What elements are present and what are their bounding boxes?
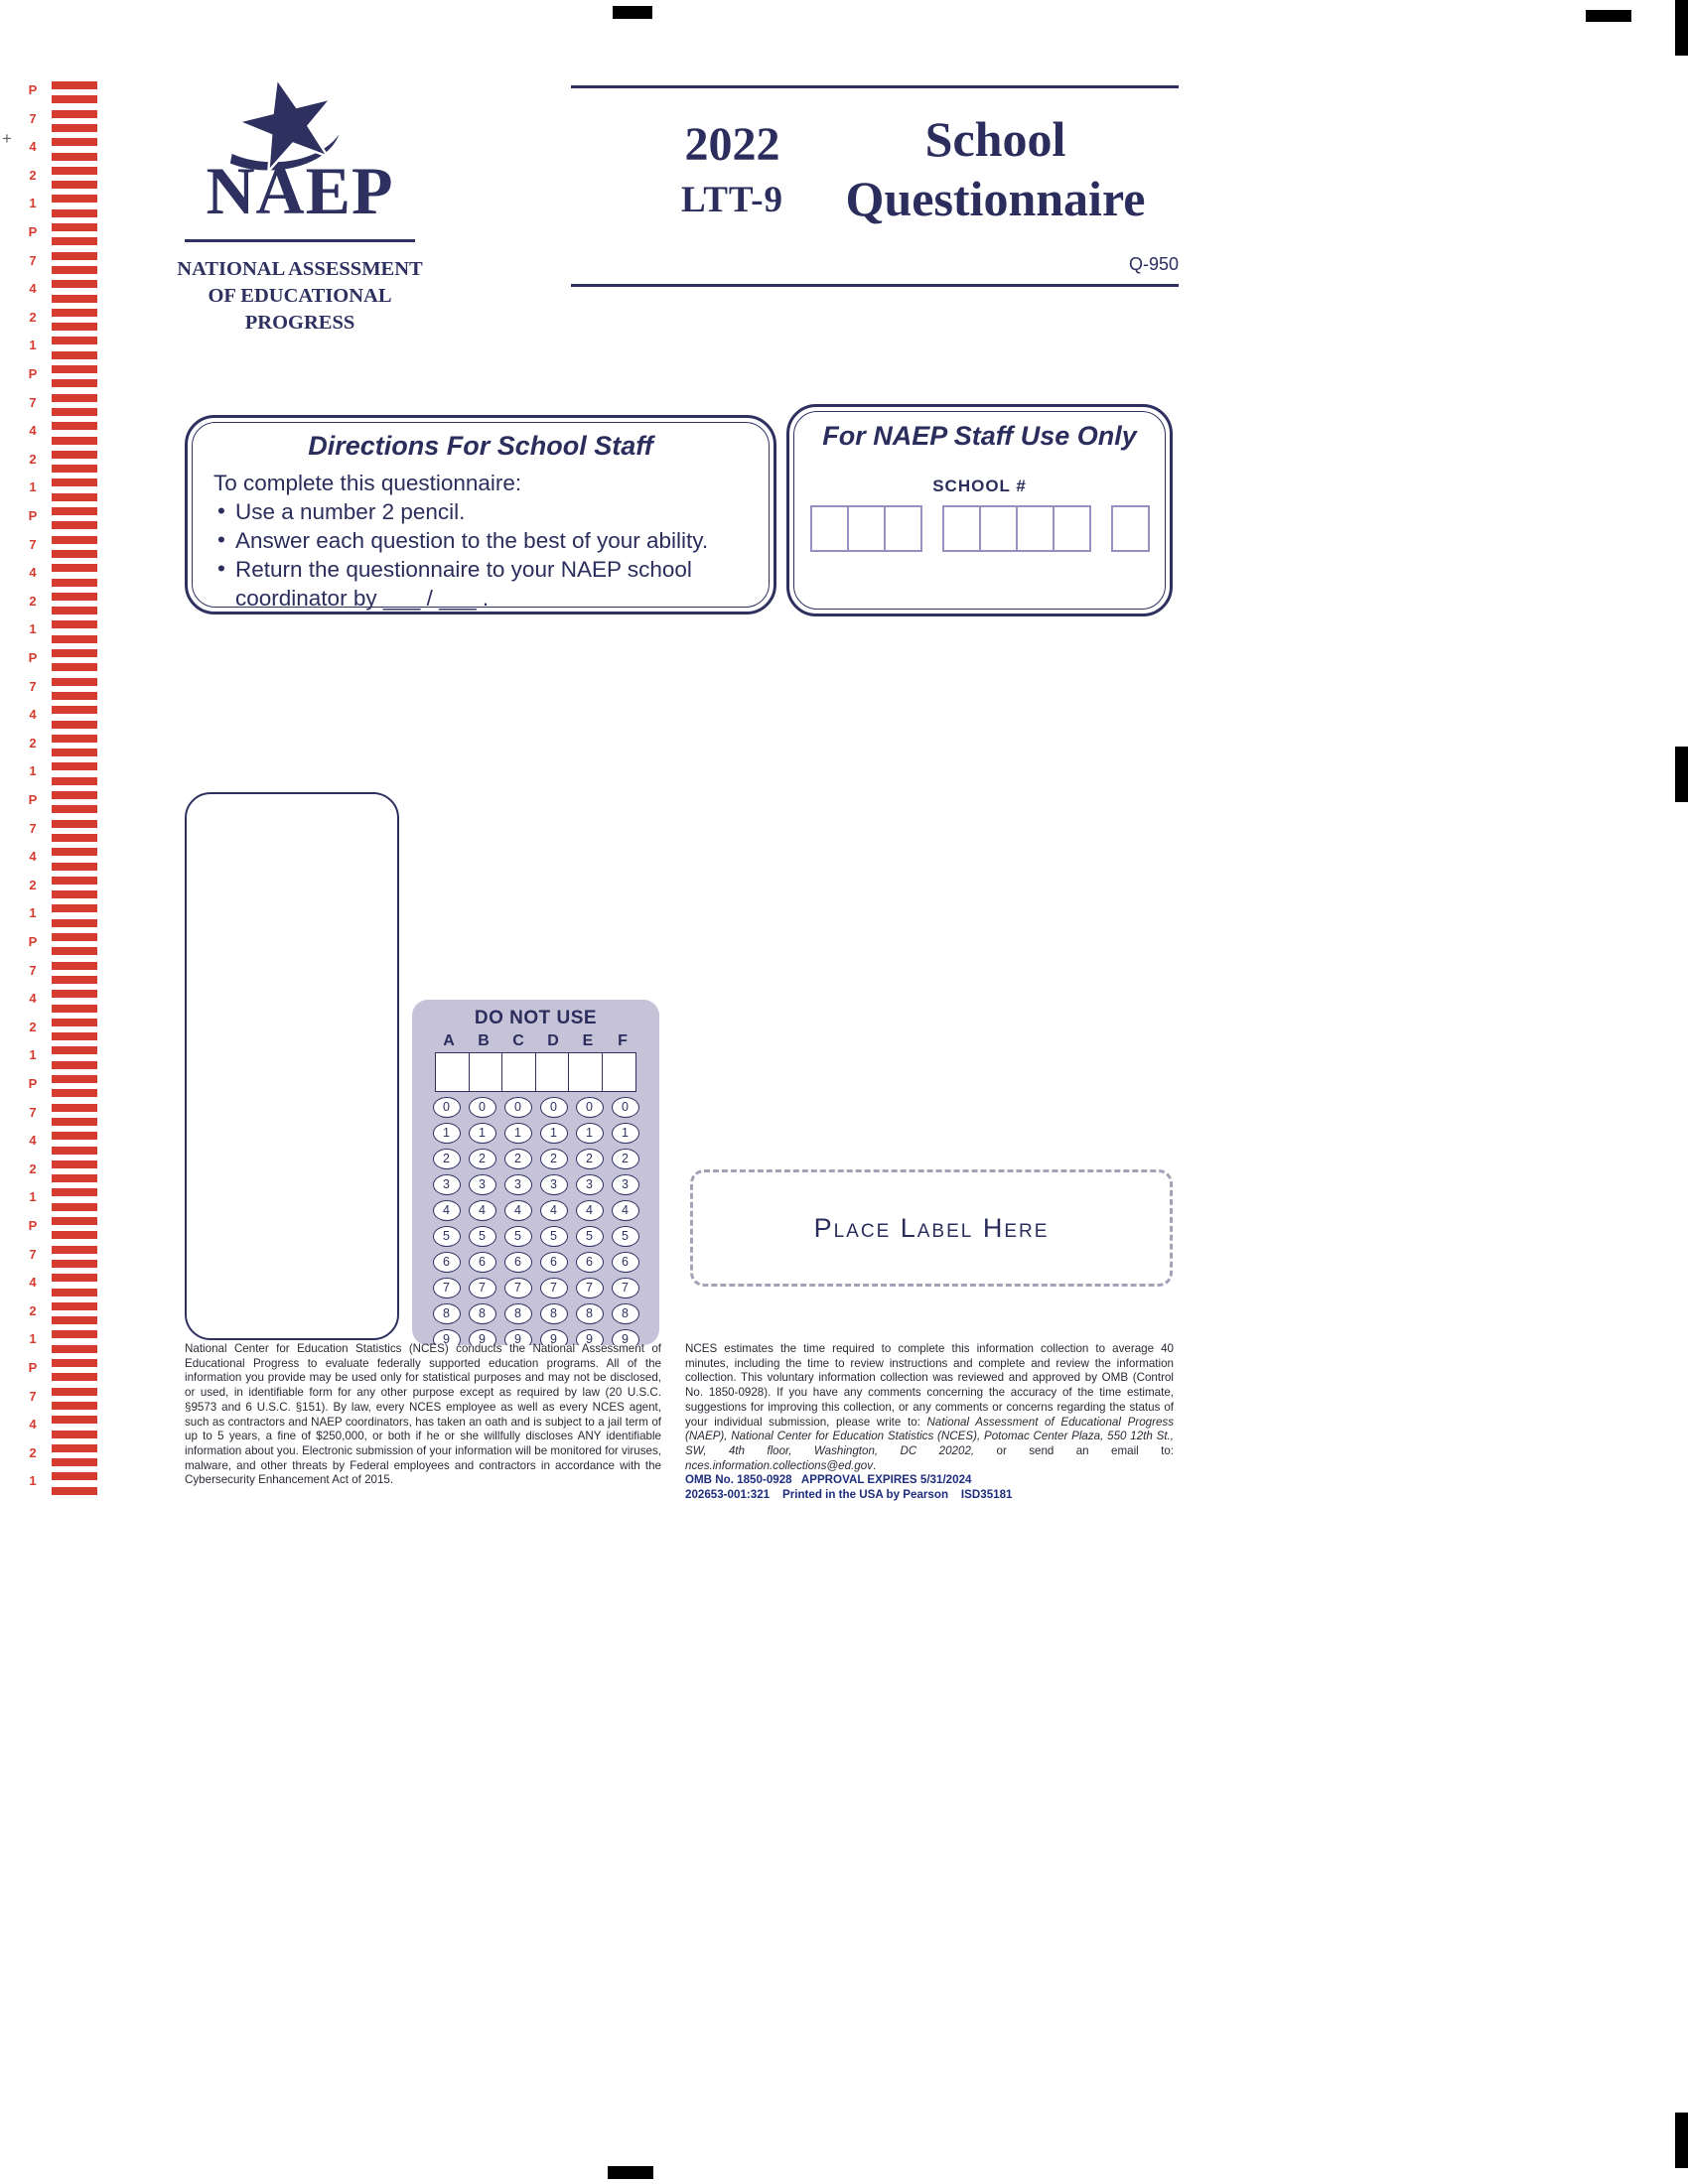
timing-dash: [52, 507, 97, 515]
timing-dash: [52, 1188, 97, 1196]
timing-letter: P: [28, 224, 38, 239]
directions-intro: To complete this questionnaire:: [213, 471, 522, 495]
directions-box: [185, 415, 776, 614]
timing-dash: [52, 124, 97, 132]
school-number-boxes: [789, 505, 1170, 552]
dnu-column-letter: F: [618, 1032, 628, 1049]
bubble-digit-3[interactable]: 3: [576, 1174, 604, 1195]
bubble-digit-5[interactable]: 5: [540, 1226, 568, 1247]
timing-letter: P: [28, 792, 38, 807]
dnu-bubble-row: [412, 1226, 659, 1247]
school-number-cell[interactable]: [1111, 505, 1150, 552]
timing-dash: [52, 1174, 97, 1182]
bubble-digit-2[interactable]: 2: [612, 1149, 639, 1169]
school-number-cell[interactable]: [942, 505, 981, 552]
dnu-bubble-row: [412, 1303, 659, 1324]
school-number-cell[interactable]: [810, 505, 849, 552]
timing-dash: [52, 223, 97, 231]
timing-dash: [52, 678, 97, 686]
print-info-line: 202653-001:321 Printed in the USA by Pearson ISD35181: [685, 1488, 1013, 1502]
naep-staff-box: [786, 404, 1173, 616]
timing-letter: 2: [29, 593, 37, 609]
timing-letter: P: [28, 934, 38, 949]
dnu-bubble-row: [412, 1123, 659, 1144]
timing-dash: [52, 252, 97, 260]
timing-dash: [52, 777, 97, 785]
form-title-line-2: Questionnaire: [845, 171, 1146, 226]
bubble-digit-0[interactable]: 0: [504, 1097, 532, 1118]
timing-letter: 7: [29, 394, 37, 410]
dnu-bubble-row: [412, 1200, 659, 1221]
timing-letter: 4: [29, 1417, 37, 1433]
naep-logo-subtitle: [156, 256, 444, 337]
timing-dash: [52, 607, 97, 614]
bubble-digit-7[interactable]: 7: [540, 1278, 568, 1298]
timing-dash: [52, 834, 97, 842]
timing-dash: [52, 1345, 97, 1353]
timing-letter: P: [28, 508, 38, 523]
school-number-cell[interactable]: [847, 505, 886, 552]
bubble-digit-2[interactable]: 2: [433, 1149, 461, 1169]
registration-mark-right-top: [1675, 0, 1688, 56]
directions-bullet-1: • Use a number 2 pencil.: [213, 497, 760, 526]
timing-letters: [24, 83, 42, 1533]
timing-letter: 1: [29, 621, 37, 637]
timing-letter: P: [28, 82, 38, 97]
bubble-digit-8[interactable]: 8: [612, 1303, 639, 1324]
timing-dash: [52, 593, 97, 601]
timing-dash: [52, 947, 97, 955]
naep-wordmark: NAEP: [206, 153, 394, 228]
dnu-bubble-grid: [412, 1097, 659, 1345]
bubble-digit-4[interactable]: 4: [612, 1200, 639, 1221]
bubble-digit-1[interactable]: 1: [540, 1123, 568, 1144]
bubble-digit-9[interactable]: 9: [433, 1329, 461, 1345]
timing-dash: [52, 1431, 97, 1438]
dnu-bubble-row: [412, 1252, 659, 1273]
bubble-digit-5[interactable]: 5: [433, 1226, 461, 1247]
timing-dash: [52, 1132, 97, 1140]
school-number-box-group: [942, 505, 1091, 552]
timing-dash: [52, 138, 97, 146]
bubble-digit-7[interactable]: 7: [469, 1278, 496, 1298]
school-number-cell[interactable]: [1016, 505, 1055, 552]
timing-dash: [52, 309, 97, 317]
dnu-column-letter: A: [443, 1032, 455, 1049]
timing-dash: [52, 1472, 97, 1480]
timing-letter: 1: [29, 1473, 37, 1489]
timing-dash: [52, 805, 97, 813]
bubble-digit-8[interactable]: 8: [469, 1303, 496, 1324]
timing-dash: [52, 478, 97, 486]
bubble-digit-2[interactable]: 2: [504, 1149, 532, 1169]
timing-dashes: [52, 81, 97, 1531]
school-number-cell[interactable]: [1053, 505, 1091, 552]
timing-letter: 4: [29, 281, 37, 297]
timing-dash: [52, 167, 97, 175]
timing-dash: [52, 564, 97, 572]
timing-letter: 2: [29, 1302, 37, 1318]
directions-bullet-2: • Answer each question to the best of your ability.: [213, 526, 760, 555]
timing-dash: [52, 465, 97, 473]
timing-letter: P: [28, 366, 38, 381]
timing-dash: [52, 735, 97, 743]
timing-letter: 4: [29, 423, 37, 439]
staff-box-title: For NAEP Staff Use Only: [822, 421, 1137, 451]
title-rule-top: [571, 85, 1179, 88]
timing-dash: [52, 848, 97, 856]
timing-letter: 7: [29, 110, 37, 126]
timing-letter: 1: [29, 763, 37, 779]
bubble-digit-3[interactable]: 3: [540, 1174, 568, 1195]
timing-letter: P: [28, 650, 38, 665]
timing-dash: [52, 337, 97, 344]
timing-dash: [52, 280, 97, 288]
footer-burden-text: [685, 1342, 1174, 1503]
timing-dash: [52, 1388, 97, 1396]
timing-letter: P: [28, 1360, 38, 1375]
timing-dash: [52, 579, 97, 587]
logo-subtitle-line-1: NATIONAL ASSESSMENT: [177, 258, 423, 280]
timing-dash: [52, 1444, 97, 1452]
timing-letter: 1: [29, 196, 37, 211]
bubble-digit-7[interactable]: 7: [504, 1278, 532, 1298]
timing-letter: 2: [29, 309, 37, 325]
timing-dash: [52, 877, 97, 885]
timing-dash: [52, 749, 97, 756]
bubble-digit-6[interactable]: 6: [433, 1252, 461, 1273]
timing-dash: [52, 209, 97, 217]
naep-wordmark-rule: [185, 239, 415, 242]
burden-text-email: nces.information.collections@ed.gov: [685, 1458, 873, 1472]
timing-dash: [52, 1118, 97, 1126]
do-not-use-panel: [412, 1000, 659, 1345]
timing-dash: [52, 295, 97, 303]
timing-letter: 1: [29, 1047, 37, 1063]
timing-dash: [52, 1246, 97, 1254]
registration-mark-top-center: [613, 6, 652, 19]
form-title: [824, 109, 1167, 228]
dnu-write-cell[interactable]: [469, 1052, 503, 1092]
bubble-digit-9[interactable]: 9: [469, 1329, 496, 1345]
timing-letter: 7: [29, 962, 37, 978]
timing-letter: 4: [29, 707, 37, 723]
bubble-digit-1[interactable]: 1: [433, 1123, 461, 1144]
timing-dash: [52, 1289, 97, 1297]
burden-text-part-5: .: [873, 1458, 877, 1472]
timing-dash: [52, 1203, 97, 1211]
bubble-digit-8[interactable]: 8: [540, 1303, 568, 1324]
timing-dash: [52, 1160, 97, 1168]
dnu-column-letter: B: [478, 1032, 490, 1049]
bubble-digit-6[interactable]: 6: [540, 1252, 568, 1273]
bubble-digit-7[interactable]: 7: [612, 1278, 639, 1298]
bubble-digit-7[interactable]: 7: [433, 1278, 461, 1298]
timing-dash: [52, 95, 97, 103]
timing-letter: 2: [29, 735, 37, 751]
bubble-digit-0[interactable]: 0: [433, 1097, 461, 1118]
timing-dash: [52, 649, 97, 657]
dnu-write-cell[interactable]: [602, 1052, 636, 1092]
bubble-digit-0[interactable]: 0: [612, 1097, 639, 1118]
timing-dash: [52, 1231, 97, 1239]
bubble-digit-7[interactable]: 7: [576, 1278, 604, 1298]
timing-dash: [52, 1274, 97, 1282]
timing-dash: [52, 1019, 97, 1026]
timing-letter: 4: [29, 991, 37, 1007]
dnu-write-boxes: [412, 1052, 659, 1092]
timing-letter: 2: [29, 1444, 37, 1460]
do-not-use-title: DO NOT USE: [474, 1008, 598, 1028]
directions-title: Directions For School Staff: [308, 431, 653, 461]
timing-dash: [52, 195, 97, 203]
timing-dash: [52, 919, 97, 927]
timing-dash: [52, 706, 97, 714]
timing-letter: 7: [29, 1246, 37, 1262]
bubble-digit-3[interactable]: 3: [612, 1174, 639, 1195]
timing-dash: [52, 550, 97, 558]
bubble-digit-8[interactable]: 8: [504, 1303, 532, 1324]
timing-letter: 4: [29, 849, 37, 865]
timing-dash: [52, 181, 97, 189]
timing-letter: 7: [29, 678, 37, 694]
timing-dash: [52, 635, 97, 643]
timing-dash: [52, 1302, 97, 1310]
timing-dash: [52, 81, 97, 89]
dnu-write-cell[interactable]: [568, 1052, 603, 1092]
timing-dash: [52, 408, 97, 416]
timing-dash: [52, 237, 97, 245]
bubble-digit-5[interactable]: 5: [576, 1226, 604, 1247]
timing-dash: [52, 1330, 97, 1338]
timing-letter: P: [28, 1218, 38, 1233]
timing-letter: 2: [29, 167, 37, 183]
footer-legal-text: National Center for Education Statistics (NCES) conducts the National Assessment of Educational Progress to evaluate federally supported education programs. All of the information you provide may be used only for statistical purposes and may not be disclosed, or used, in identifiable form for any other purpose except as required by law (20 U.S.C. §9573 and 6 U.S.C. §151). By law, every NCES employee as well as every NCES agent, such as contractors and NAEP coordinators, has taken an oath and is subject to a jail term of up to 5 years, a fine of $250,000, or both if he or she willfully discloses ANY identifiable information about you. Electronic submission of your information will be monitored for viruses, malware, and other threats by Federal employees and contractors in accordance with the Cybersecurity Enhancement Act of 2015.: [185, 1342, 661, 1487]
timing-dash: [52, 863, 97, 871]
timing-dash: [52, 365, 97, 373]
timing-dash: [52, 1032, 97, 1040]
timing-dash: [52, 394, 97, 402]
dnu-column-letter: D: [547, 1032, 559, 1049]
bubble-digit-9[interactable]: 9: [504, 1329, 532, 1345]
logo-subtitle-line-2: OF EDUCATIONAL: [208, 285, 392, 307]
timing-letter: 7: [29, 820, 37, 836]
school-number-cell[interactable]: [884, 505, 922, 552]
timing-letter: 2: [29, 451, 37, 467]
timing-dash: [52, 692, 97, 700]
registration-mark-right-bottom: [1675, 2113, 1688, 2168]
bubble-digit-3[interactable]: 3: [433, 1174, 461, 1195]
bubble-digit-1[interactable]: 1: [576, 1123, 604, 1144]
timing-dash: [52, 990, 97, 998]
timing-dash: [52, 1402, 97, 1410]
timing-dash: [52, 620, 97, 628]
timing-dash: [52, 976, 97, 984]
timing-dash: [52, 1147, 97, 1155]
school-number-label: SCHOOL #: [932, 477, 1027, 495]
timing-letter: 2: [29, 1019, 37, 1034]
form-title-line-1: School: [924, 111, 1066, 167]
timing-dash: [52, 1104, 97, 1112]
burden-text-part-1: NCES estimates the time required to complete this information collection to average 40 minutes, including the time to review instructions and complete and review the information collection. This voluntary information collection was reviewed and approved by OMB (Control No. 1850-0928). If you have any comments concerning the accuracy of the time estimate, suggestions for improving this collection, or any comments or concerns regarding the status of your individual submission, please write to:: [685, 1342, 1174, 1429]
bubble-digit-4[interactable]: 4: [433, 1200, 461, 1221]
timing-letter: 7: [29, 252, 37, 268]
timing-dash: [52, 493, 97, 501]
bubble-digit-2[interactable]: 2: [576, 1149, 604, 1169]
bubble-digit-4[interactable]: 4: [504, 1200, 532, 1221]
timing-dash: [52, 791, 97, 799]
dnu-write-cell[interactable]: [435, 1052, 470, 1092]
timing-dash: [52, 904, 97, 912]
bubble-digit-6[interactable]: 6: [469, 1252, 496, 1273]
registration-mark-right-middle: [1675, 747, 1688, 802]
timing-dash: [52, 422, 97, 430]
school-number-cell[interactable]: [979, 505, 1018, 552]
timing-dash: [52, 1005, 97, 1013]
bubble-digit-6[interactable]: 6: [576, 1252, 604, 1273]
timing-dash: [52, 1217, 97, 1225]
bubble-digit-4[interactable]: 4: [576, 1200, 604, 1221]
timing-letter: 1: [29, 905, 37, 921]
title-rule-bottom: [571, 284, 1179, 287]
dnu-write-cell[interactable]: [501, 1052, 536, 1092]
timing-dash: [52, 1046, 97, 1054]
bubble-digit-6[interactable]: 6: [504, 1252, 532, 1273]
school-number-box-group: [1111, 505, 1150, 552]
bubble-digit-8[interactable]: 8: [576, 1303, 604, 1324]
bubble-digit-1[interactable]: 1: [612, 1123, 639, 1144]
bubble-digit-6[interactable]: 6: [612, 1252, 639, 1273]
bubble-digit-9[interactable]: 9: [540, 1329, 568, 1345]
timing-letter: 4: [29, 565, 37, 581]
timing-dash: [52, 266, 97, 274]
timing-dash: [52, 536, 97, 544]
place-label-area: [690, 1169, 1173, 1287]
omb-approval-line: OMB No. 1850-0928 APPROVAL EXPIRES 5/31/2024: [685, 1473, 972, 1487]
timing-dash: [52, 1359, 97, 1367]
bubble-digit-2[interactable]: 2: [469, 1149, 496, 1169]
timing-dash: [52, 153, 97, 161]
timing-dash: [52, 820, 97, 828]
timing-letter: 7: [29, 1388, 37, 1404]
timing-dash: [52, 1316, 97, 1324]
dnu-write-cell[interactable]: [535, 1052, 570, 1092]
timing-dash: [52, 933, 97, 941]
timing-letter: 4: [29, 139, 37, 155]
timing-letter: 4: [29, 1275, 37, 1291]
form-year: 2022: [684, 118, 780, 171]
timing-letter: 2: [29, 1160, 37, 1176]
timing-dash: [52, 721, 97, 729]
timing-dash: [52, 1089, 97, 1097]
logo-subtitle-line-3: PROGRESS: [244, 312, 355, 334]
bubble-digit-0[interactable]: 0: [576, 1097, 604, 1118]
timing-dash: [52, 1260, 97, 1268]
timing-dash: [52, 451, 97, 459]
timing-letter: 1: [29, 1331, 37, 1347]
bubble-digit-2[interactable]: 2: [540, 1149, 568, 1169]
bubble-digit-1[interactable]: 1: [504, 1123, 532, 1144]
timing-dash: [52, 110, 97, 118]
bubble-digit-5[interactable]: 5: [612, 1226, 639, 1247]
timing-dash: [52, 1061, 97, 1069]
school-number-box-group: [810, 505, 922, 552]
timing-dash: [52, 1487, 97, 1495]
burden-text-address: National Assessment of Educational Progress (NAEP), National Center for Education Statistics (NCES), Potomac Center Plaza, 550 12th St., SW, 4th floor, Washington, DC 20202,: [685, 1415, 1174, 1457]
timing-dash: [52, 663, 97, 671]
timing-letter: 7: [29, 1104, 37, 1120]
bubble-digit-9[interactable]: 9: [576, 1329, 604, 1345]
timing-dash: [52, 1416, 97, 1424]
timing-letter: 1: [29, 338, 37, 353]
dnu-bubble-row: [412, 1174, 659, 1195]
form-code: LTT-9: [680, 180, 784, 220]
empty-response-box: [185, 792, 399, 1340]
timing-dash: [52, 1075, 97, 1083]
bubble-digit-4[interactable]: 4: [540, 1200, 568, 1221]
bubble-digit-9[interactable]: 9: [612, 1329, 639, 1345]
bubble-digit-3[interactable]: 3: [469, 1174, 496, 1195]
timing-letter: 1: [29, 479, 37, 495]
dnu-bubble-row: [412, 1149, 659, 1169]
bubble-digit-0[interactable]: 0: [469, 1097, 496, 1118]
directions-bullet-3: • Return the questionnaire to your NAEP school coordinator by ___ / ___ .: [213, 555, 760, 613]
bubble-digit-5[interactable]: 5: [469, 1226, 496, 1247]
timing-dash: [52, 890, 97, 898]
dnu-column-headers: [412, 1032, 659, 1050]
place-label-text: Place Label Here: [813, 1212, 1050, 1243]
registration-mark-bottom-center: [608, 2166, 653, 2179]
timing-dash: [52, 521, 97, 529]
timing-dash: [52, 1373, 97, 1381]
timing-letter: 7: [29, 536, 37, 552]
timing-letter: 1: [29, 1189, 37, 1205]
timing-dash: [52, 351, 97, 359]
timing-dash: [52, 379, 97, 387]
dnu-column-letter: C: [512, 1032, 524, 1049]
bubble-digit-8[interactable]: 8: [433, 1303, 461, 1324]
bubble-digit-5[interactable]: 5: [504, 1226, 532, 1247]
timing-dash: [52, 762, 97, 770]
registration-mark-top-right: [1586, 10, 1631, 22]
timing-dash: [52, 437, 97, 445]
timing-dash: [52, 323, 97, 331]
timing-letter: 2: [29, 877, 37, 892]
timing-dash: [52, 962, 97, 970]
dnu-column-letter: E: [582, 1032, 594, 1049]
dnu-bubble-row: [412, 1097, 659, 1118]
timing-letter: P: [28, 1076, 38, 1091]
bubble-digit-1[interactable]: 1: [469, 1123, 496, 1144]
doc-number: Q-950: [1128, 254, 1179, 274]
timing-letter: 4: [29, 1133, 37, 1149]
alignment-plus: +: [2, 129, 12, 148]
timing-dash: [52, 1458, 97, 1466]
directions-body: [213, 469, 760, 613]
dnu-bubble-row: [412, 1278, 659, 1298]
bubble-digit-4[interactable]: 4: [469, 1200, 496, 1221]
burden-text-part-3: or send an email to:: [974, 1443, 1174, 1457]
bubble-digit-3[interactable]: 3: [504, 1174, 532, 1195]
bubble-digit-0[interactable]: 0: [540, 1097, 568, 1118]
